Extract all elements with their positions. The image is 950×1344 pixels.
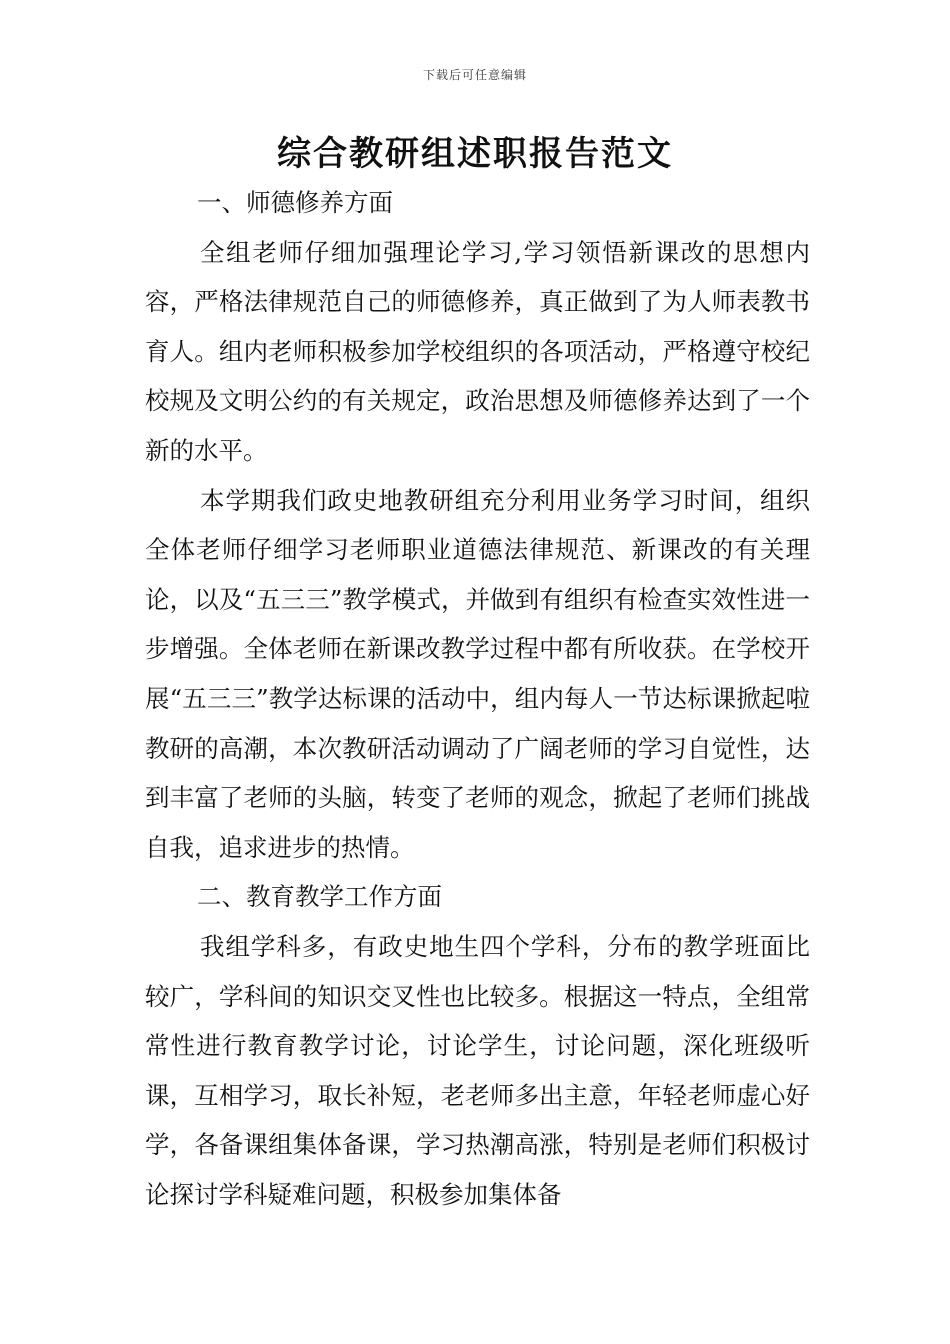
paragraph: 本学期我们政史地教研组充分利用业务学习时间，组织全体老师仔细学习老师职业道德法律规范、新课改的有关理论，以及“五三三”教学模式，并做到有组织有检查实效性进一步增强。全体老师在新课改教学过程中都有所收获。在学校开展“五三三”教学达标课的活动中，组内每人一节达标课掀起啦教研的高潮，本次教研活动调动了广阔老师的学习自觉性，达到丰富了老师的头脑，转变了老师的观念，掀起了老师们挑战自我，追求进步的热情。 (145, 485, 810, 862)
document-body (145, 178, 810, 1219)
page-title: 综合教研组述职报告范文 (277, 134, 673, 174)
paragraph: 我组学科多，有政史地生四个学科，分布的教学班面比较广，学科间的知识交叉性也比较多。根据这一特点，全组常常性进行教育教学讨论，讨论学生，讨论问题，深化班级听课，互相学习，取长补短，老老师多出主意，年轻老师虚心好学，各备课组集体备课，学习热潮高涨，特别是老师们积极讨论探讨学科疑难问题，积极参加集体备 (145, 931, 810, 1209)
section-heading-2: 二、教育教学工作方面 (197, 882, 442, 912)
header-note: 下载后可任意编辑 (422, 68, 527, 82)
paragraph: 全组老师仔细加强理论学习,学习领悟新课改的思想内容，严格法律规范自己的师德修养，真正做到了为人师表教书育人。组内老师积极参加学校组织的各项活动，严格遵守校纪校规及文明公约的有关规定，政治思想及师德修养达到了一个新的水平。 (145, 237, 810, 465)
section-heading-1: 一、师德修养方面 (197, 188, 393, 217)
